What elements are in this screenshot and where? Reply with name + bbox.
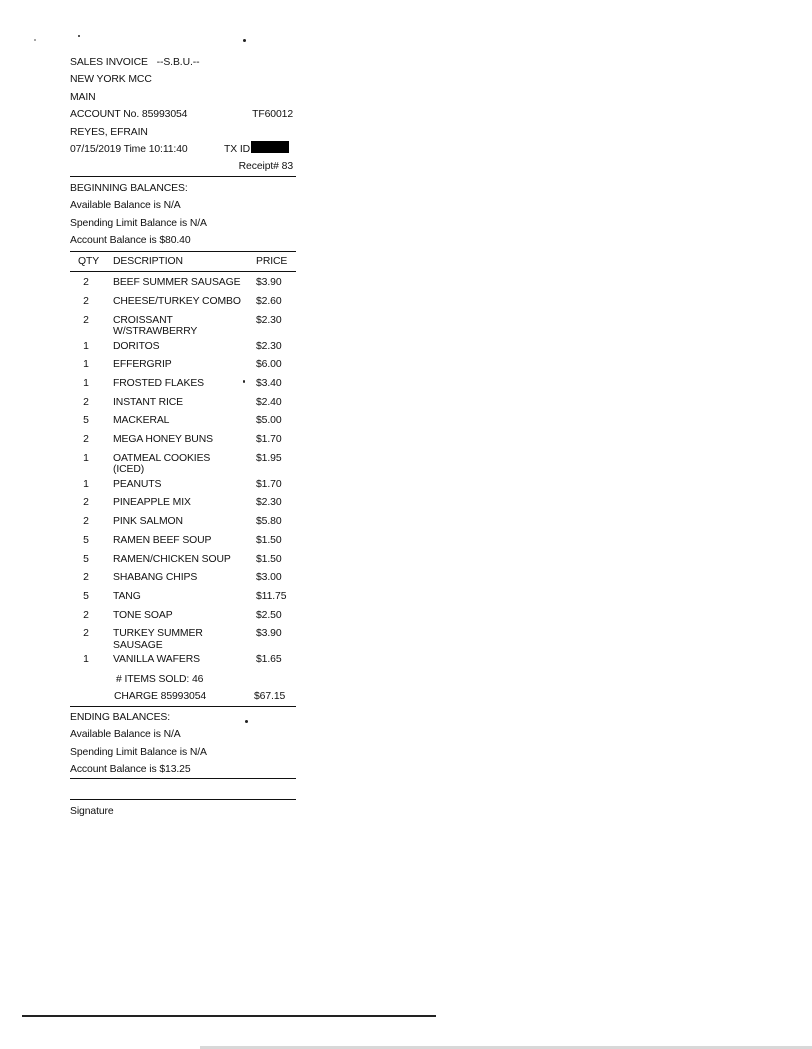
account-number: ACCOUNT No. 85993054 <box>70 109 188 121</box>
item-price: $2.30 <box>256 497 282 509</box>
txid <box>224 141 289 158</box>
receipt-number: Receipt# 83 <box>238 161 293 173</box>
account-line <box>70 106 296 123</box>
item-price: $5.80 <box>256 516 282 528</box>
item-qty: 1 <box>83 654 89 666</box>
receipt <box>70 54 296 821</box>
invoice-title: SALES INVOICE <box>70 57 148 68</box>
item-qty: 2 <box>83 628 89 640</box>
description-header: DESCRIPTION <box>113 256 183 268</box>
item-qty: 1 <box>83 359 89 371</box>
item-row <box>70 607 296 626</box>
charge-total: $67.15 <box>254 691 286 703</box>
scan-speck <box>78 35 80 37</box>
column-headers <box>70 251 296 272</box>
item-row <box>70 513 296 532</box>
item-description: FROSTED FLAKES <box>113 378 204 390</box>
beginning-available: Available Balance is N/A <box>70 200 181 212</box>
item-row <box>70 494 296 513</box>
beginning-spending: Spending Limit Balance is N/A <box>70 217 207 229</box>
item-row <box>70 412 296 431</box>
item-description: MEGA HONEY BUNS <box>113 434 213 446</box>
charge-line <box>70 688 296 706</box>
item-qty: 5 <box>83 553 89 565</box>
item-description: PEANUTS <box>113 478 162 490</box>
sbu-label: --S.B.U.-- <box>156 57 200 68</box>
item-price: $6.00 <box>256 359 282 371</box>
item-qty: 2 <box>83 497 89 509</box>
scan-speck <box>34 39 36 41</box>
item-description: BEEF SUMMER SAUSAGE <box>113 277 241 289</box>
ending-available: Available Balance is N/A <box>70 729 181 741</box>
item-description: TANG <box>113 590 141 602</box>
beginning-title: BEGINNING BALANCES: <box>70 182 188 194</box>
item-price: $1.70 <box>256 478 282 490</box>
item-row <box>70 356 296 375</box>
item-price: $2.60 <box>256 295 282 307</box>
beginning-account: Account Balance is $80.40 <box>70 234 191 246</box>
ending-balances <box>70 709 296 780</box>
item-description: CROISSANT W/STRAWBERRY <box>113 314 198 338</box>
item-row <box>70 375 296 394</box>
item-price: $2.50 <box>256 609 282 621</box>
item-qty: 2 <box>83 434 89 446</box>
item-row <box>70 625 296 651</box>
item-row <box>70 450 296 476</box>
item-price: $1.65 <box>256 654 282 666</box>
item-list <box>70 274 296 670</box>
ending-spending: Spending Limit Balance is N/A <box>70 746 207 758</box>
item-qty: 2 <box>83 516 89 528</box>
qty-header: QTY <box>78 256 100 268</box>
item-description: PINK SALMON <box>113 516 183 528</box>
item-price: $1.50 <box>256 534 282 546</box>
scan-speck <box>245 720 248 723</box>
redaction-box <box>251 141 289 153</box>
item-qty: 1 <box>83 378 89 390</box>
transaction-datetime: 07/15/2019 Time 10:11:40 <box>70 143 188 155</box>
item-price: $1.95 <box>256 452 282 464</box>
signature-label: Signature <box>70 806 114 818</box>
item-qty: 1 <box>83 478 89 490</box>
location: NEW YORK MCC <box>70 74 152 86</box>
item-row <box>70 532 296 551</box>
item-price: $11.75 <box>256 590 287 602</box>
item-qty: 2 <box>83 572 89 584</box>
charge-account: CHARGE 85993054 <box>114 691 207 703</box>
beginning-balances <box>70 180 296 250</box>
item-row <box>70 312 296 338</box>
item-qty: 2 <box>83 314 89 326</box>
item-price: $5.00 <box>256 415 282 427</box>
datetime-line <box>70 141 296 158</box>
sub-location: MAIN <box>70 91 96 103</box>
item-row <box>70 551 296 570</box>
item-row <box>70 394 296 413</box>
item-description: MACKERAL <box>113 415 170 427</box>
item-row <box>70 293 296 312</box>
invoice-title-line <box>70 54 296 71</box>
item-qty: 2 <box>83 277 89 289</box>
item-description: DORITOS <box>113 340 160 352</box>
item-price: $3.90 <box>256 628 282 640</box>
price-header: PRICE <box>256 256 288 268</box>
item-qty: 5 <box>83 590 89 602</box>
item-qty: 5 <box>83 534 89 546</box>
item-description: CHEESE/TURKEY COMBO <box>113 295 241 307</box>
item-price: $1.70 <box>256 434 282 446</box>
item-row <box>70 569 296 588</box>
item-row <box>70 274 296 293</box>
item-row <box>70 476 296 495</box>
item-qty: 2 <box>83 295 89 307</box>
item-price: $2.30 <box>256 314 282 326</box>
item-description: SHABANG CHIPS <box>113 572 198 584</box>
item-description: VANILLA WAFERS <box>113 654 200 666</box>
terminal-id: TF60012 <box>252 109 293 121</box>
ending-title: ENDING BALANCES: <box>70 711 171 723</box>
items-sold <box>70 671 296 688</box>
item-price: $3.00 <box>256 572 282 584</box>
item-price: $3.90 <box>256 277 282 289</box>
signature-line <box>70 779 296 800</box>
items-sold-count: # ITEMS SOLD: 46 <box>116 673 204 685</box>
scan-speck <box>243 39 246 42</box>
item-price: $2.30 <box>256 340 282 352</box>
item-description: RAMEN BEEF SOUP <box>113 534 212 546</box>
item-row <box>70 431 296 450</box>
item-description: PINEAPPLE MIX <box>113 497 191 509</box>
page-edge-line <box>22 1015 436 1017</box>
item-qty: 5 <box>83 415 89 427</box>
item-description: EFFERGRIP <box>113 359 172 371</box>
item-qty: 1 <box>83 340 89 352</box>
customer-name: REYES, EFRAIN <box>70 126 148 138</box>
item-description: INSTANT RICE <box>113 396 184 408</box>
item-price: $3.40 <box>256 378 282 390</box>
item-description: TURKEY SUMMER SAUSAGE <box>113 628 203 651</box>
ending-account: Account Balance is $13.25 <box>70 761 296 779</box>
item-description: OATMEAL COOKIES (ICED) <box>113 452 211 476</box>
item-price: $1.50 <box>256 553 282 565</box>
item-qty: 2 <box>83 396 89 408</box>
item-row <box>70 338 296 357</box>
item-row <box>70 588 296 607</box>
receipt-line <box>70 158 296 176</box>
item-row <box>70 651 296 670</box>
scan-speck <box>243 380 245 383</box>
item-qty: 2 <box>83 609 89 621</box>
item-description: RAMEN/CHICKEN SOUP <box>113 553 231 565</box>
item-description: TONE SOAP <box>113 609 173 621</box>
item-qty: 1 <box>83 452 89 464</box>
txid-label: TX ID <box>224 143 251 155</box>
item-price: $2.40 <box>256 396 282 408</box>
